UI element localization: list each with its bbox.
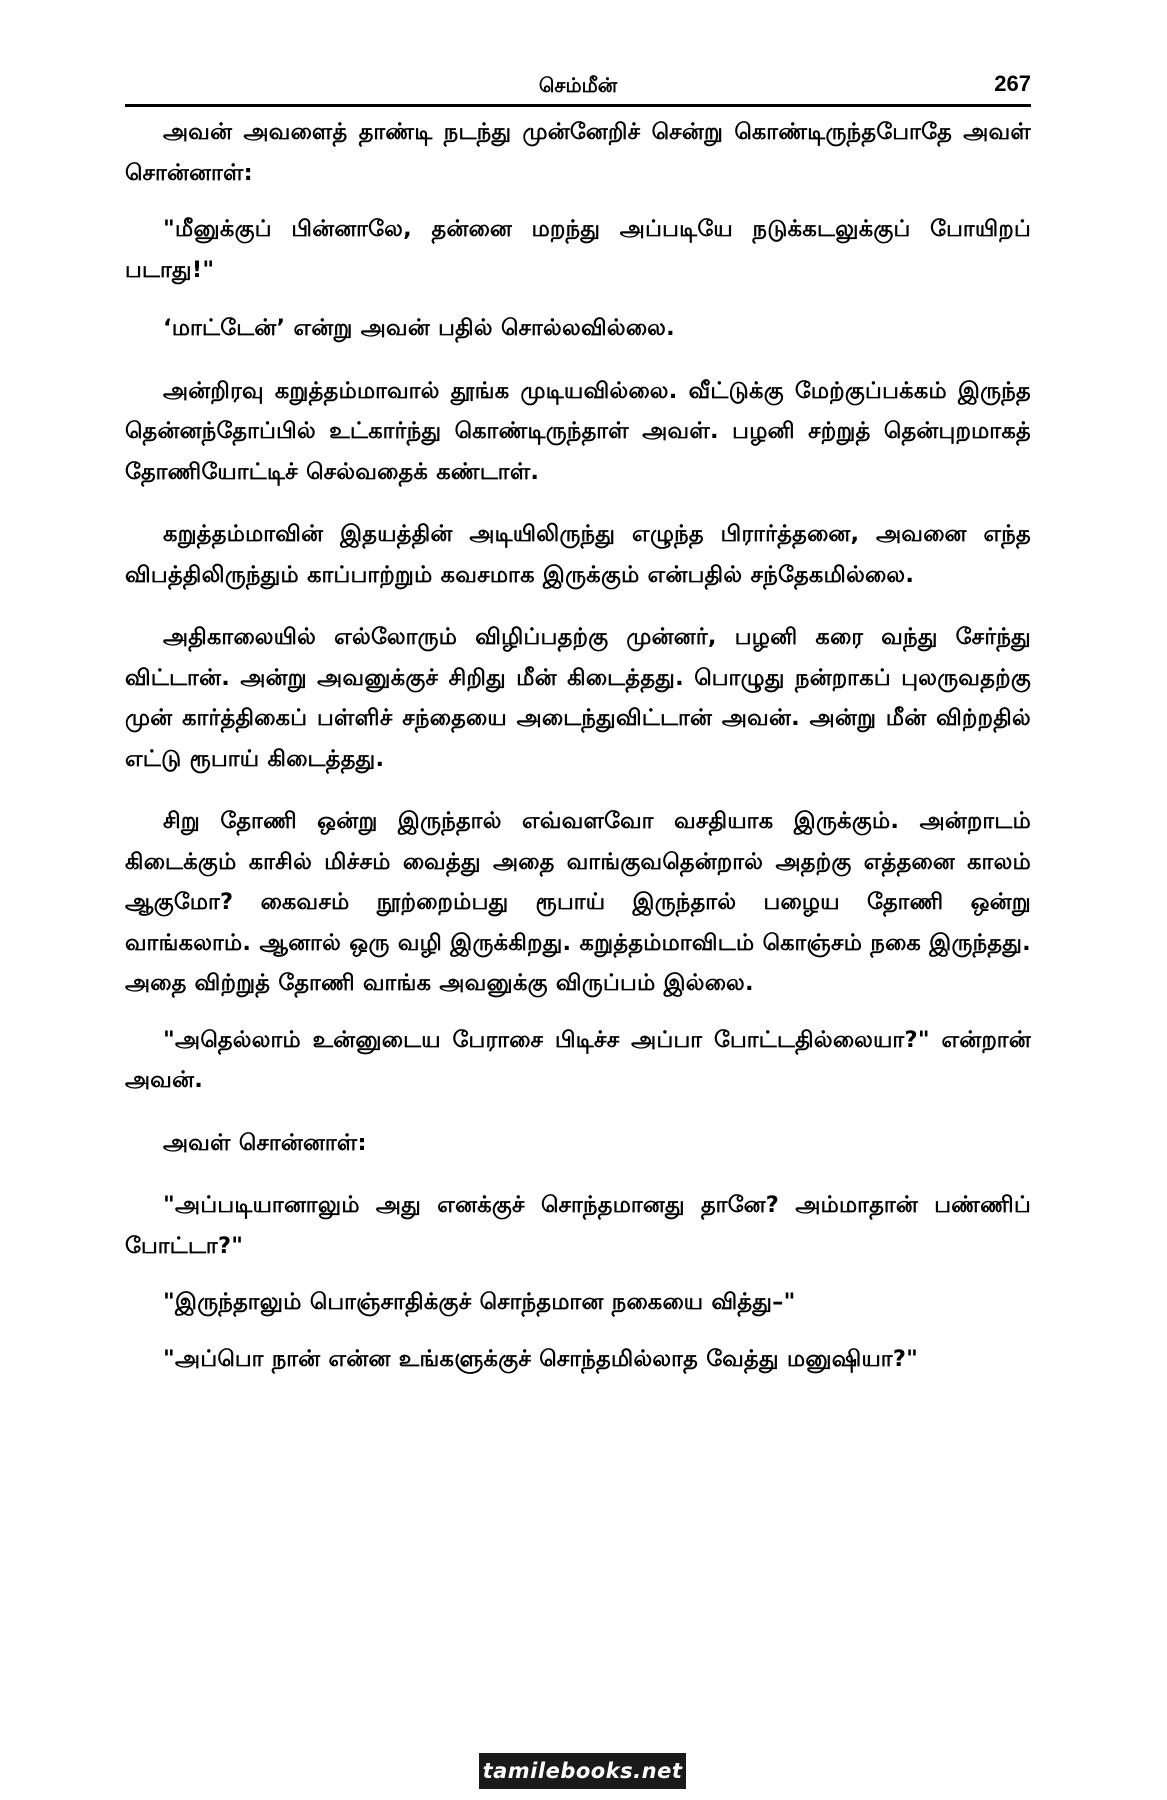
page-number: 267 [994,71,1031,96]
paragraph: அவள் சொன்னாள்: [163,1129,367,1156]
site-watermark: tamilebooks.net [479,1753,686,1789]
paragraph: அதிகாலையில் எல்லோரும் விழிப்பதற்கு முன்னர், பழனி கரை வந்து சேர்ந்து விட்டான். அன்று அவனுக்குச் சிறிது மீன் கிடைத்தது. பொழுது நன்றாகப் புலருவதற்கு முன் கார்த்திகைப் பள்ளிச் சந்தையை அடைந்துவிட்டான் அவன். அன்று மீன் விற்றதில் எட்டு ரூபாய் கிடைத்தது. [125,624,1031,772]
paragraph: சிறு தோணி ஒன்று இருந்தால் எவ்வளவோ வசதியாக இருக்கும். அன்றாடம் கிடைக்கும் காசில் மிச்சம் வைத்து அதை வாங்குவதென்றால் அதற்கு எத்தனை காலம் ஆகுமோ? கைவசம் நூற்றைம்பது ரூபாய் இருந்தால் பழைய தோணி ஒன்று வாங்கலாம். ஆனால் ஒரு வழி இருக்கிறது. கறுத்தம்மாவிடம் கொஞ்சம் நகை இருந்தது. அதை விற்றுத் தோணி வாங்க அவனுக்கு விருப்பம் இல்லை. [125,808,1031,996]
paragraph: "மீனுக்குப் பின்னாலே, தன்னை மறந்து அப்படியே நடுக்கடலுக்குப் போயிறப் படாது!" [125,216,1031,283]
header-divider [125,104,1031,107]
paragraph: அவன் அவளைத் தாண்டி நடந்து முன்னேறிச் சென்று கொண்டிருந்தபோதே அவள் சொன்னாள்: [125,119,1031,186]
running-header [125,68,1031,104]
paragraph: அன்றிரவு கறுத்தம்மாவால் தூங்க முடியவில்லை. வீட்டுக்கு மேற்குப்பக்கம் இருந்த தென்னந்தோப்பில் உட்கார்ந்து கொண்டிருந்தாள் அவள். பழனி சற்றுத் தென்புறமாகத் தோணியோட்டிச் செல்வதைக் கண்டாள். [125,377,1031,485]
paragraph: "அப்பொ நான் என்ன உங்களுக்குச் சொந்தமில்லாத வேத்து மனுஷியா?" [163,1345,919,1372]
paragraph: "இருந்தாலும் பொஞ்சாதிக்குச் சொந்தமான நகையை வித்து–" [163,1289,796,1315]
paragraph: "அப்படியானாலும் அது எனக்குச் சொந்தமானது தானே? அம்மாதான் பண்ணிப் போட்டா?" [125,1192,1031,1259]
book-title: செம்மீன் [538,73,618,97]
paragraph: "அதெல்லாம் உன்னுடைய பேராசை பிடிச்ச அப்பா போட்டதில்லையா?" என்றான் அவன். [125,1026,1031,1093]
paragraph: கறுத்தம்மாவின் இதயத்தின் அடியிலிருந்து எழுந்த பிரார்த்தனை, அவனை எந்த விபத்திலிருந்தும் காப்பாற்றும் கவசமாக இருக்கும் என்பதில் சந்தேகமில்லை. [125,521,1031,588]
paragraph: ‘மாட்டேன்’ என்று அவன் பதில் சொல்லவில்லை. [163,315,675,341]
body-text [125,112,1031,1379]
